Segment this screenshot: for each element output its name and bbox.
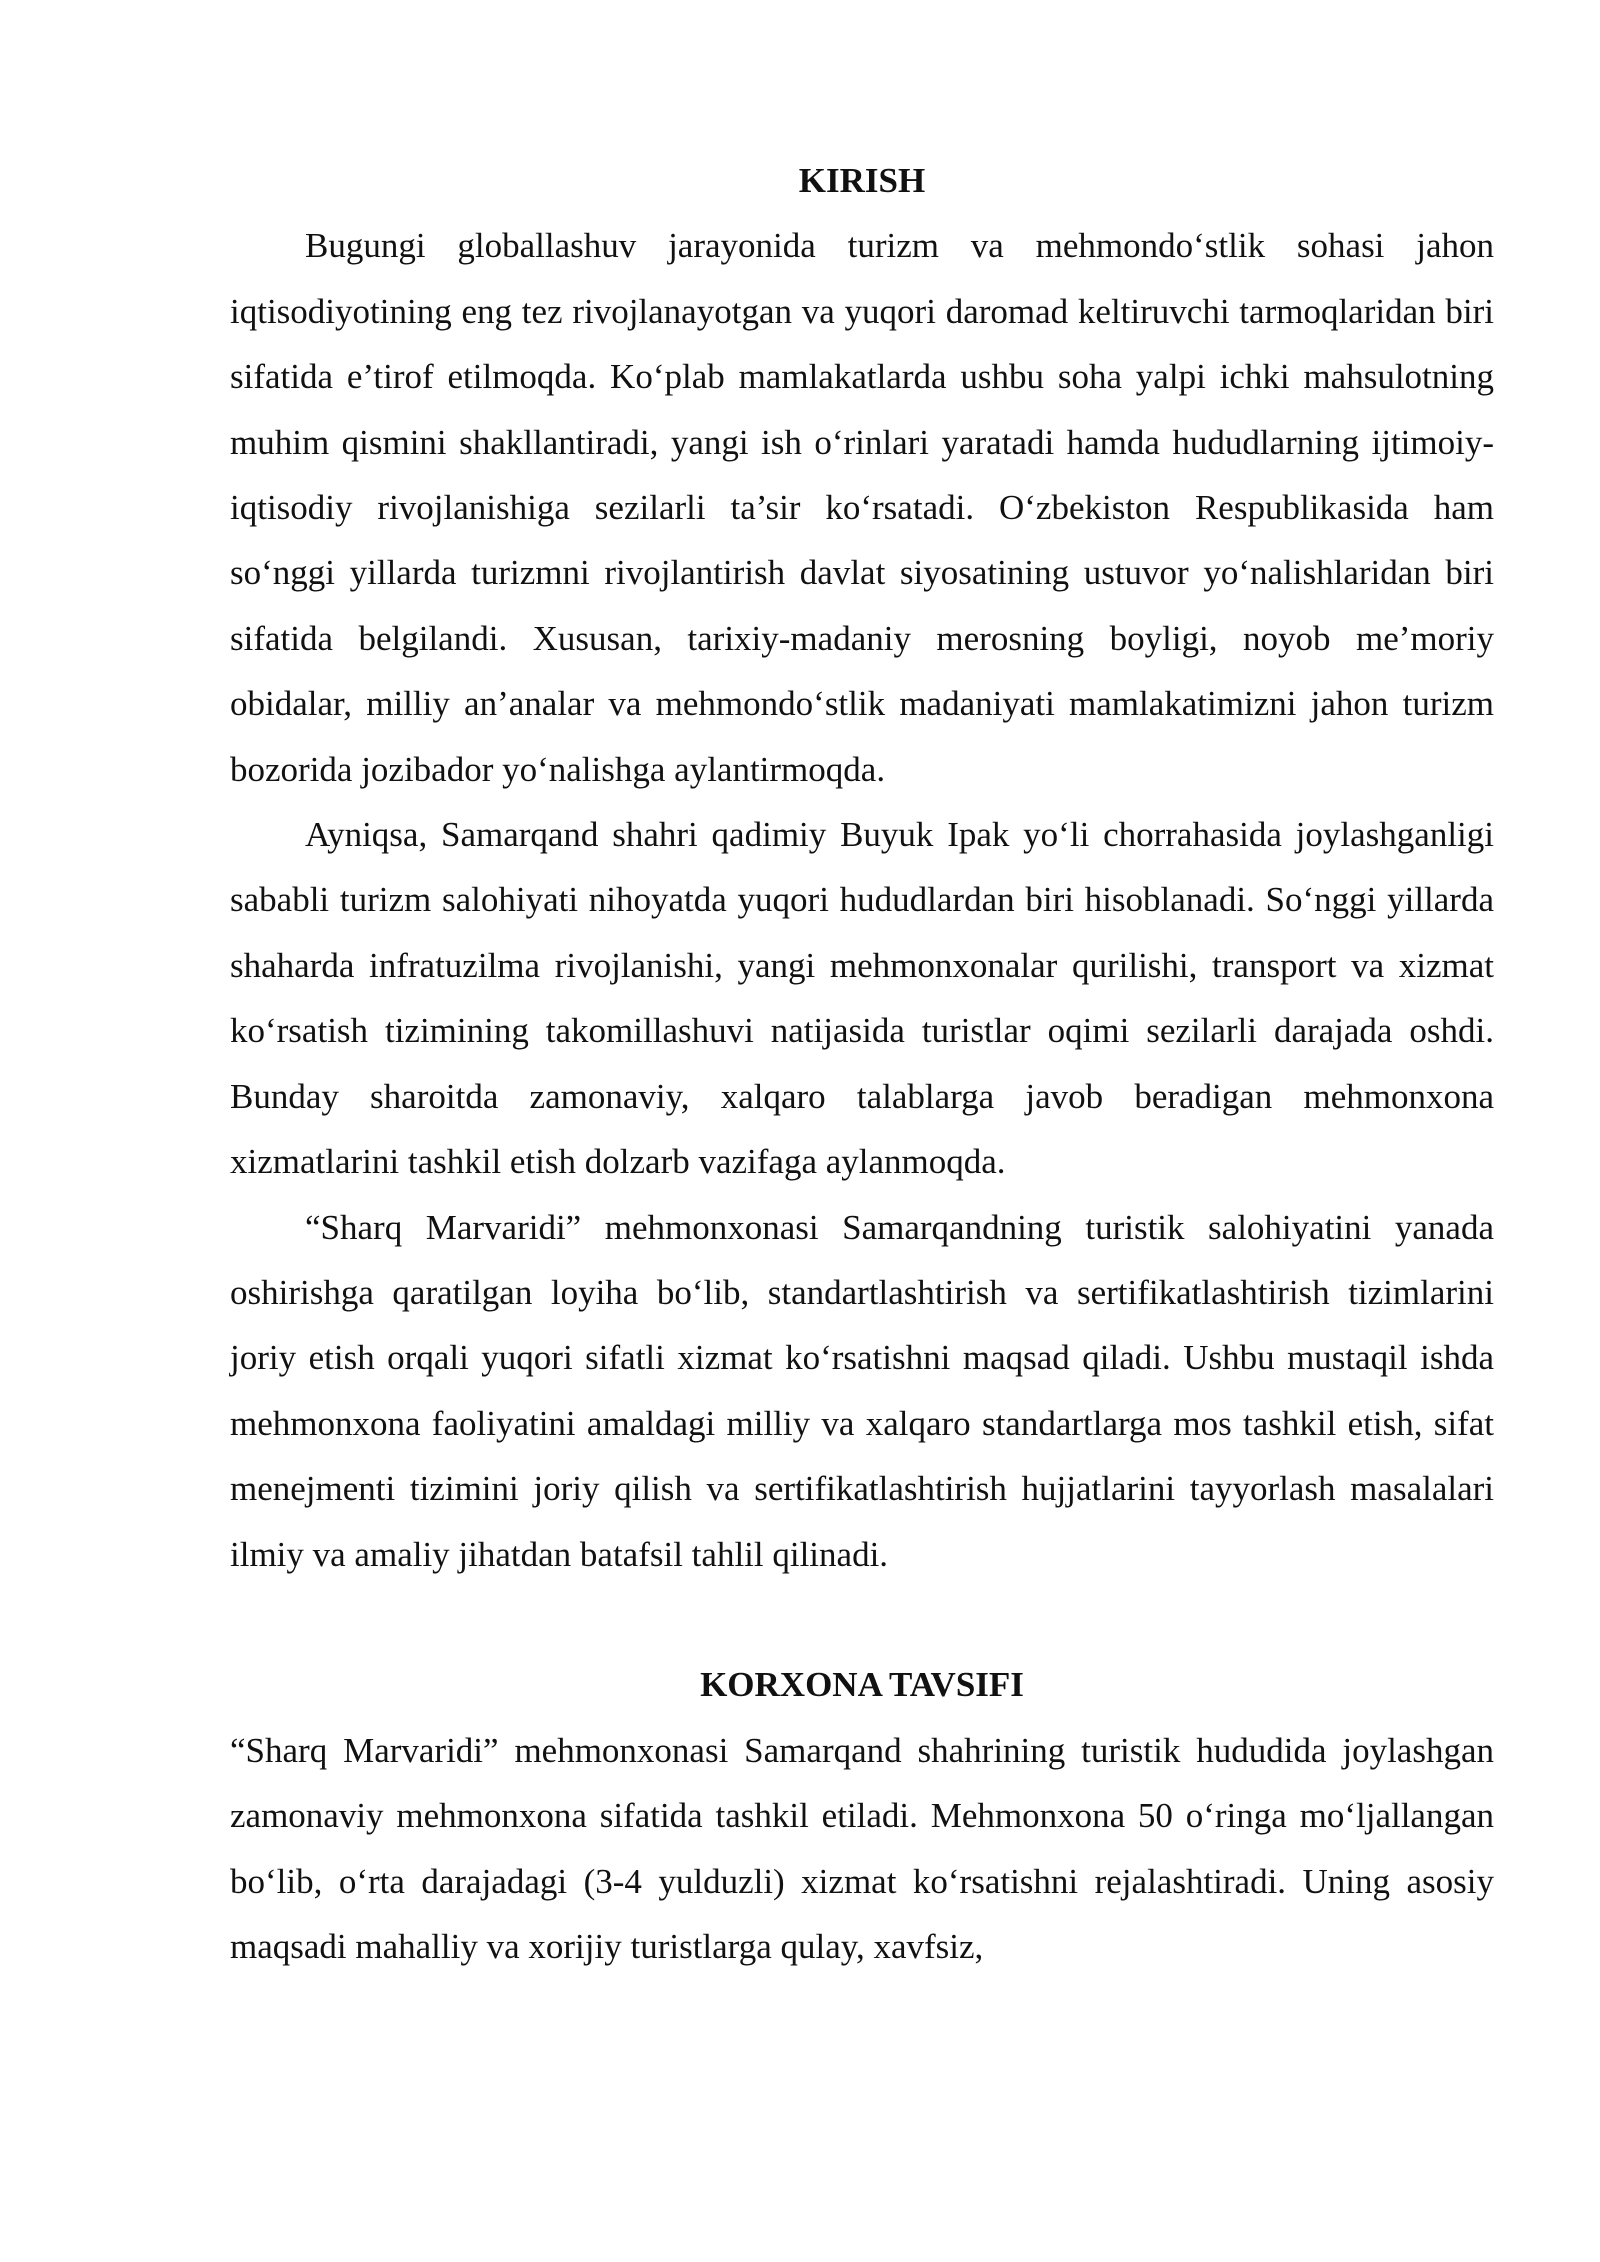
document-page	[230, 148, 1494, 1979]
paragraph: “Sharq Marvaridi” mehmonxonasi Samarqandning turistik salohiyatini yanada oshirishga qaratilgan loyiha bo‘lib, standartlashtirish va sertifikatlashtirish tizimlarini joriy etish orqali yuqori sifatli xizmat ko‘rsatishni maqsad qiladi. Ushbu mustaqil ishda mehmonxona faoliyatini amaldagi milliy va xalqaro standartlarga mos tashkil etish, sifat menejmenti tizimini joriy qilish va sertifikatlashtirish hujjatlarini tayyorlash masalalari ilmiy va amaliy jihatdan batafsil tahlil qilinadi.	[230, 1207, 1494, 1574]
section-heading-kirish: KIRISH	[798, 161, 926, 200]
paragraph: “Sharq Marvaridi” mehmonxonasi Samarqand shahrining turistik hududida joylashgan zamonaviy mehmonxona sifatida tashkil etiladi. Mehmonxona 50 o‘ringa mo‘ljallangan bo‘lib, o‘rta darajadagi (3-4 yulduzli) xizmat ko‘rsatishni rejalashtiradi. Uning asosiy maqsadi mahalliy va xorijiy turistlarga qulay, xavfsiz,	[230, 1730, 1494, 1966]
paragraph: Bugungi globallashuv jarayonida turizm va mehmondo‘stlik sohasi jahon iqtisodiyotining eng tez rivojlanayotgan va yuqori daromad keltiruvchi tarmoqlaridan biri sifatida e’tirof etilmoqda. Ko‘plab mamlakatlarda ushbu soha yalpi ichki mahsulotning muhim qismini shakllantiradi, yangi ish o‘rinlari yaratadi hamda hududlarning ijtimoiy-iqtisodiy rivojlanishiga sezilarli ta’sir ko‘rsatadi. O‘zbekiston Respublikasida ham so‘nggi yillarda turizmni rivojlantirish davlat siyosatining ustuvor yo‘nalishlaridan biri sifatida belgilandi. Xususan, tarixiy-madaniy merosning boyligi, noyob me’moriy obidalar, milliy an’analar va mehmondo‘stlik madaniyati mamlakatimizni jahon turizm bozorida jozibador yo‘nalishga aylantirmoqda.	[230, 226, 1494, 789]
paragraph: Ayniqsa, Samarqand shahri qadimiy Buyuk Ipak yo‘li chorrahasida joylashganligi sababli turizm salohiyati nihoyatda yuqori hududlardan biri hisoblanadi. So‘nggi yillarda shaharda infratuzilma rivojlanishi, yangi mehmonxonalar qurilishi, transport va xizmat ko‘rsatish tizimining takomillashuvi natijasida turistlar oqimi sezilarli darajada oshdi. Bunday sharoitda zamonaviy, xalqaro talablarga javob beradigan mehmonxona xizmatlarini tashkil etish dolzarb vazifaga aylanmoqda.	[230, 815, 1494, 1182]
section-heading-korxona-tavsifi: KORXONA TAVSIFI	[700, 1665, 1024, 1705]
section-spacer	[230, 1587, 1494, 1652]
